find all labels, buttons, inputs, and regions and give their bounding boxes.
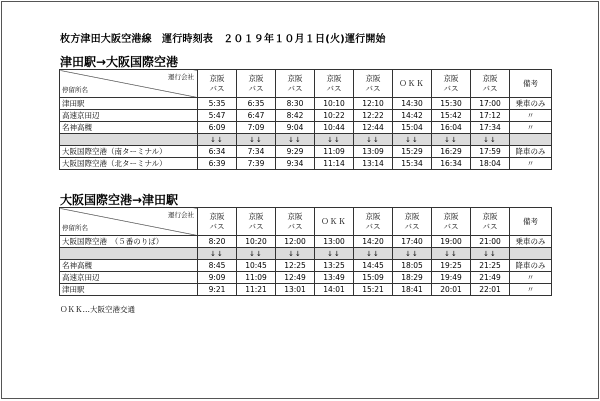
departure-time: 9:09 [198,272,237,284]
departure-time: 11:21 [237,284,276,296]
stop-header-label: 停留所名 [62,224,88,232]
header-corner-cell [60,208,198,236]
timetable-row [60,110,552,122]
operator-cell: 京阪 バス [237,208,276,236]
departure-time: 13:09 [354,146,393,158]
arrow-row [60,248,552,260]
departure-time: 10:22 [315,110,354,122]
departure-time: 6:09 [198,122,237,134]
departure-time: 11:09 [315,146,354,158]
stop-name: 大阪国際空港（北ターミナル） [60,158,198,170]
departure-time: 9:34 [276,158,315,170]
pass-arrow: ↓↓ [354,134,393,146]
departure-time: 6:39 [198,158,237,170]
departure-time: 15:09 [354,272,393,284]
departure-time: 15:04 [393,122,432,134]
departure-time: 14:20 [354,236,393,248]
departure-time: 21:49 [471,272,510,284]
departure-time: 13:25 [315,260,354,272]
departure-time: 9:04 [276,122,315,134]
departure-time: 15:34 [393,158,432,170]
pass-arrow: ↓↓ [198,134,237,146]
pass-arrow: ↓↓ [393,248,432,260]
operator-header-label: 運行会社 [168,73,194,81]
stop-name: 名神高槻 [60,122,198,134]
timetable-row [60,236,552,248]
departure-time: 13:49 [315,272,354,284]
departure-time: 12:22 [354,110,393,122]
pass-arrow: ↓↓ [237,134,276,146]
route-title-inbound: 大阪国際空港→津田駅 [60,193,179,207]
departure-time: 15:21 [354,284,393,296]
departure-time: 20:01 [432,284,471,296]
departure-time: 12:10 [354,98,393,110]
departure-time: 15:42 [432,110,471,122]
timetable-row [60,122,552,134]
departure-time: 17:00 [471,98,510,110]
departure-time: 21:00 [471,236,510,248]
pass-arrow: ↓↓ [315,134,354,146]
departure-time: 15:29 [393,146,432,158]
departure-time: 17:12 [471,110,510,122]
departure-time: 5:35 [198,98,237,110]
departure-time: 10:20 [237,236,276,248]
operator-cell: 京阪 バス [471,70,510,98]
operator-header-label: 運行会社 [168,211,194,219]
departure-time: 7:09 [237,122,276,134]
remark-cell: 降車のみ [510,146,552,158]
departure-time: 13:00 [315,236,354,248]
departure-time: 12:25 [276,260,315,272]
stop-name: 高速京田辺 [60,272,198,284]
pass-arrow: ↓↓ [276,248,315,260]
stop-name: 高速京田辺 [60,110,198,122]
header-corner-cell [60,70,198,98]
departure-time: 12:49 [276,272,315,284]
stop-header-label: 停留所名 [62,86,88,94]
departure-time: 14:01 [315,284,354,296]
header-row [60,208,552,236]
arrow-row [60,134,552,146]
departure-time: 10:45 [237,260,276,272]
timetable-inbound [59,207,552,296]
departure-time: 9:29 [276,146,315,158]
departure-time: 16:34 [432,158,471,170]
operator-cell: ＯＫＫ [393,70,432,98]
remarks-header: 備考 [510,70,552,98]
operator-cell: 京阪 バス [198,70,237,98]
timetable-row [60,158,552,170]
header-row [60,70,552,98]
remark-cell: 〃 [510,110,552,122]
pass-arrow: ↓↓ [471,248,510,260]
stop-name [60,134,198,146]
operator-cell: 京阪 バス [432,208,471,236]
remark-cell: 〃 [510,272,552,284]
departure-time: 21:25 [471,260,510,272]
departure-time: 18:05 [393,260,432,272]
departure-time: 6:35 [237,98,276,110]
departure-time: 12:00 [276,236,315,248]
operator-cell: 京阪 バス [471,208,510,236]
operator-cell: 京阪 バス [354,70,393,98]
departure-time: 15:30 [432,98,471,110]
departure-time: 16:04 [432,122,471,134]
departure-time: 10:44 [315,122,354,134]
departure-time: 10:10 [315,98,354,110]
stop-name: 名神高槻 [60,260,198,272]
departure-time: 8:30 [276,98,315,110]
pass-arrow: ↓↓ [237,248,276,260]
pass-arrow: ↓↓ [432,134,471,146]
operator-cell: 京阪 バス [276,70,315,98]
departure-time: 8:20 [198,236,237,248]
pass-arrow: ↓↓ [198,248,237,260]
operator-cell: 京阪 バス [393,208,432,236]
remark-cell [510,248,552,260]
departure-time: 5:47 [198,110,237,122]
departure-time: 14:42 [393,110,432,122]
remark-cell: 〃 [510,122,552,134]
remark-cell: 乗車のみ [510,98,552,110]
timetable-row [60,146,552,158]
stop-name: 大阪国際空港（南ターミナル） [60,146,198,158]
timetable-row [60,272,552,284]
remark-cell: 乗車のみ [510,236,552,248]
stop-name: 大阪国際空港 （５番のりば） [60,236,198,248]
timetable-outbound [59,69,552,170]
departure-time: 19:00 [432,236,471,248]
departure-time: 18:29 [393,272,432,284]
departure-time: 6:34 [198,146,237,158]
departure-time: 22:01 [471,284,510,296]
departure-time: 9:21 [198,284,237,296]
stop-name: 津田駅 [60,284,198,296]
departure-time: 12:44 [354,122,393,134]
pass-arrow: ↓↓ [315,248,354,260]
departure-time: 17:40 [393,236,432,248]
departure-time: 18:41 [393,284,432,296]
pass-arrow: ↓↓ [354,248,393,260]
remark-cell [510,134,552,146]
departure-time: 13:14 [354,158,393,170]
departure-time: 14:45 [354,260,393,272]
pass-arrow: ↓↓ [471,134,510,146]
operator-cell: 京阪 バス [198,208,237,236]
timetable-row [60,260,552,272]
departure-time: 14:30 [393,98,432,110]
timetable-page [1,1,599,399]
timetable-row [60,284,552,296]
pass-arrow: ↓↓ [393,134,432,146]
remark-cell: 降車のみ [510,260,552,272]
timetable-row [60,98,552,110]
remarks-header: 備考 [510,208,552,236]
operator-cell: 京阪 バス [432,70,471,98]
departure-time: 11:14 [315,158,354,170]
departure-time: 19:49 [432,272,471,284]
departure-time: 8:45 [198,260,237,272]
departure-time: 8:42 [276,110,315,122]
pass-arrow: ↓↓ [276,134,315,146]
operator-cell: 京阪 バス [315,70,354,98]
departure-time: 11:09 [237,272,276,284]
footnote: ＯＫＫ…大阪空港交通 [60,305,135,314]
stop-name [60,248,198,260]
remark-cell: 〃 [510,284,552,296]
operator-cell: ＯＫＫ [315,208,354,236]
route-title-outbound: 津田駅→大阪国際空港 [60,55,179,69]
departure-time: 17:34 [471,122,510,134]
departure-time: 19:25 [432,260,471,272]
departure-time: 16:29 [432,146,471,158]
remark-cell: 〃 [510,158,552,170]
departure-time: 17:59 [471,146,510,158]
document-title: 枚方津田大阪空港線 運行時刻表 ２０１９年１０月１日(火)運行開始 [60,34,386,45]
stop-name: 津田駅 [60,98,198,110]
departure-time: 13:01 [276,284,315,296]
departure-time: 6:47 [237,110,276,122]
operator-cell: 京阪 バス [354,208,393,236]
departure-time: 7:34 [237,146,276,158]
departure-time: 7:39 [237,158,276,170]
departure-time: 18:04 [471,158,510,170]
pass-arrow: ↓↓ [432,248,471,260]
operator-cell: 京阪 バス [276,208,315,236]
operator-cell: 京阪 バス [237,70,276,98]
